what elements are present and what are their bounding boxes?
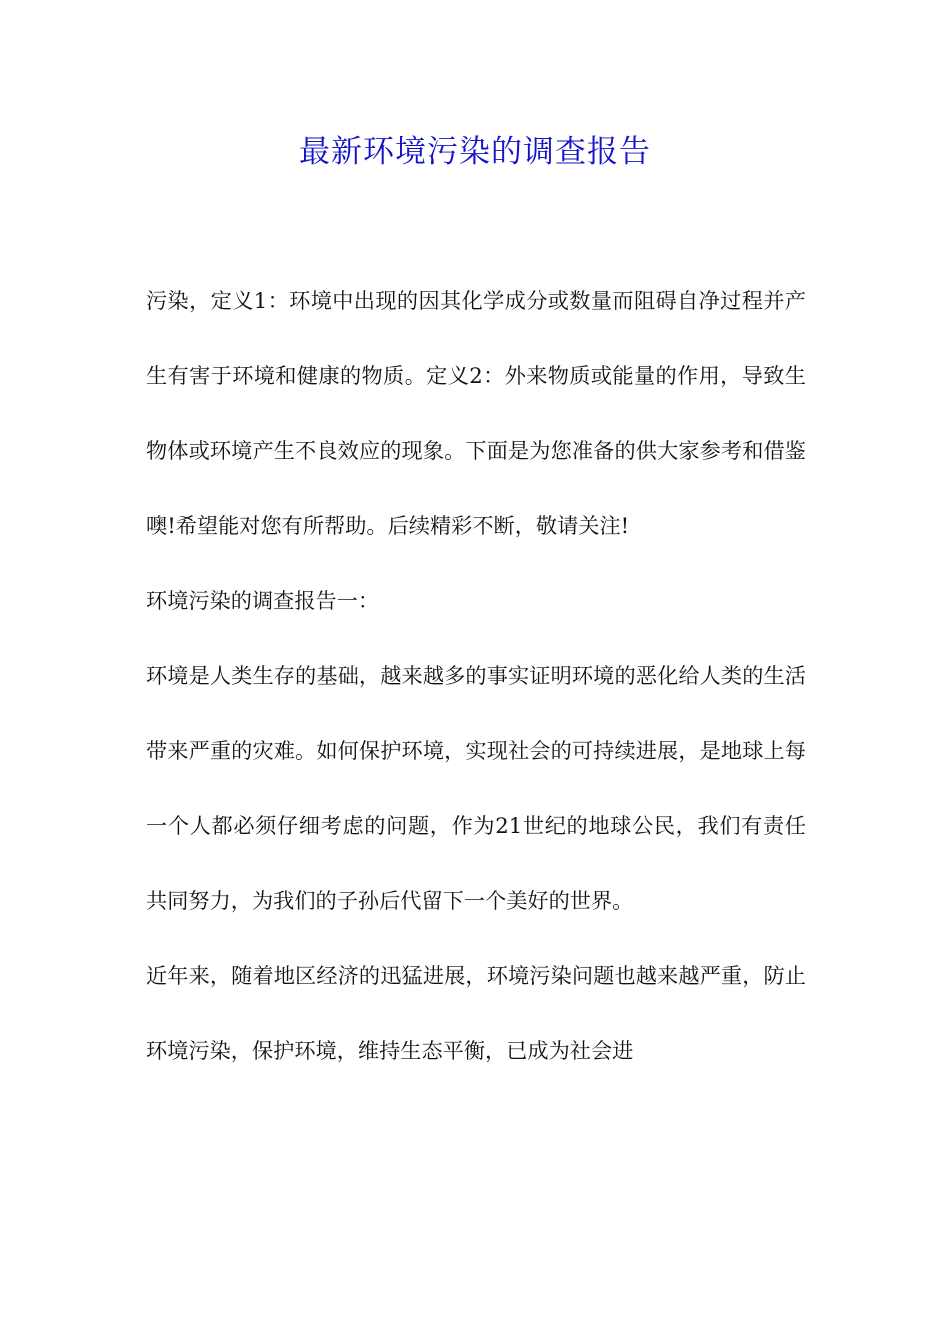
- document-title: 最新环境污染的调查报告: [299, 134, 651, 170]
- paragraph-recent-years: 近年来，随着地区经济的迅猛进展，环境污染问题也越来越严重，防止环境污染，保护环境，维持生态平衡，已成为社会进: [146, 963, 806, 1063]
- paragraph-environment-basis: 环境是人类生存的基础，越来越多的事实证明环境的恶化给人类的生活带来严重的灾难。如何保护环境，实现社会的可持续进展，是地球上每一个人都必须仔细考虑的问题，作为21世纪的地球公民，我们有责任共同努力，为我们的子孙后代留下一个美好的世界。: [146, 663, 806, 913]
- document-body: [146, 263, 806, 1088]
- paragraph-section-heading: 环境污染的调查报告一：: [146, 588, 380, 613]
- paragraph-intro: 污染，定义1：环境中出现的因其化学成分或数量而阻碍自净过程并产生有害于环境和健康的物质。定义2：外来物质或能量的作用，导致生物体或环境产生不良效应的现象。下面是为您准备的供大家参考和借鉴噢!希望能对您有所帮助。后续精彩不断，敬请关注!: [146, 288, 806, 538]
